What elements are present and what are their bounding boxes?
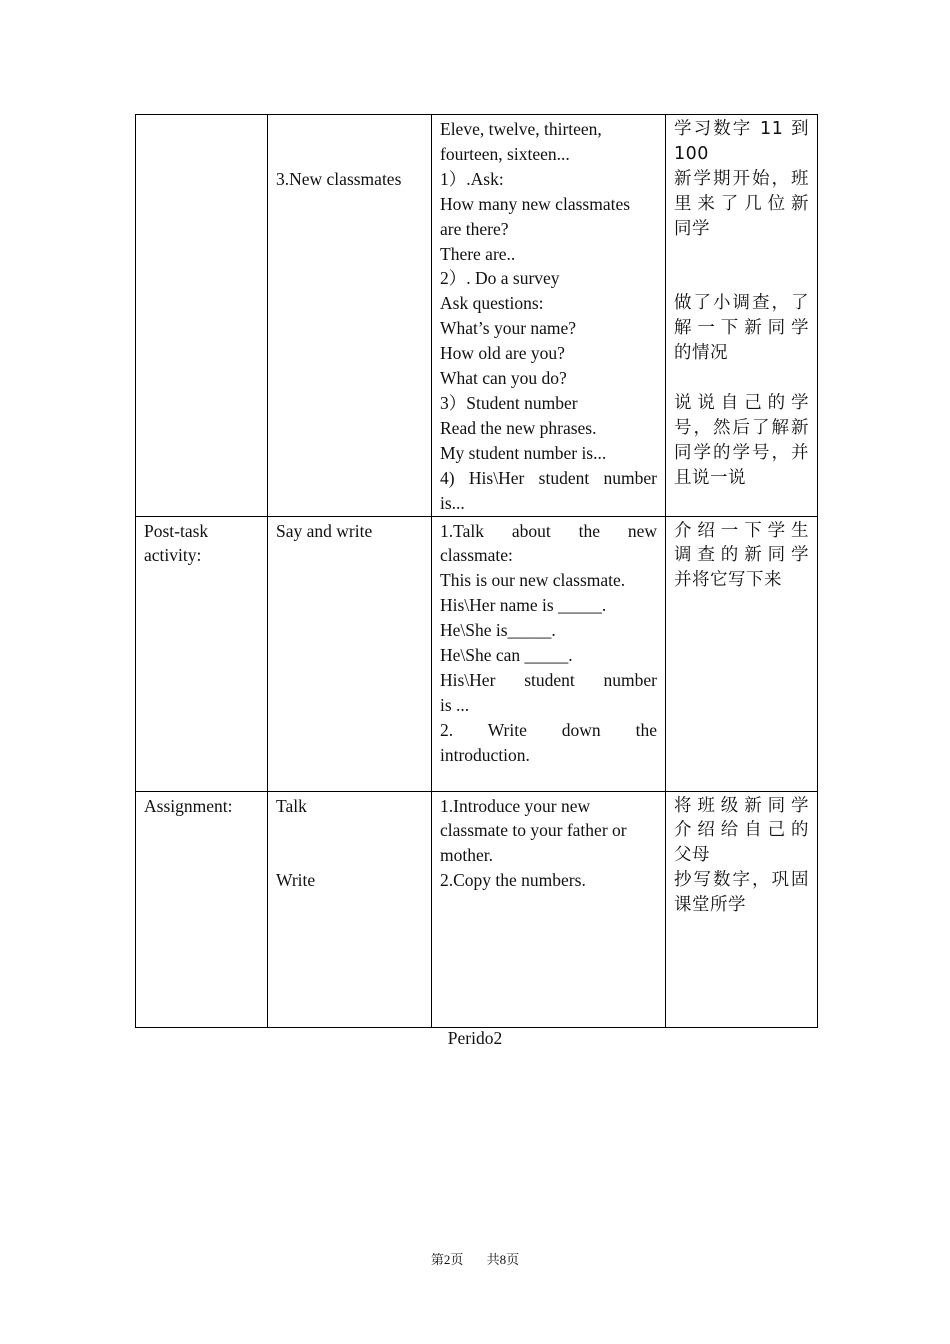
content-text: 3.New classmates [276,168,402,189]
content-cell [268,115,432,517]
stage-cell: Assignment: [136,791,268,1027]
page-number: 第2页 [430,1252,464,1267]
stage-cell [136,115,268,517]
table-row [136,115,818,517]
notes-cell: 介绍一下学生 调查的新同学 并将它写下来 [666,516,818,791]
page-total: 共8页 [486,1252,520,1267]
notes-cell: 将班级新同学 介绍给自己的 父母 抄写数字，巩固 课堂所学 [666,791,818,1027]
page-footer [0,1249,950,1268]
period-caption: Perido2 [447,1028,503,1048]
notes-cell: 学习数字 11 到 100 新学期开始，班 里来了几位新 同学 做了小调查，了 解一下新同学 的情况 说说自己的学 号，然后了解新 同学的学号，并 且说一说 [666,115,818,517]
activities-cell: 1.Talk about the new classmate: This is our new classmate. His\Her name is _____. He\She is_____. He\She can _____. His\Her student number is ... 2. Write down the introduction. [432,516,666,791]
content-cell: Talk Write [268,791,432,1027]
lesson-plan-table [135,114,818,1028]
content-cell: Say and write [268,516,432,791]
table-row [136,791,818,1027]
activities-cell: Eleve, twelve, thirteen, fourteen, sixteen... 1）.Ask: How many new classmates are there? There are.. 2）. Do a survey Ask questions: What’s your name? How old are you? What can you do? 3）Student number Read the new phrases. My student number is... 4) His\Her student number is... [432,115,666,517]
stage-cell: Post-task activity: [136,516,268,791]
table-row [136,516,818,791]
activities-cell: 1.Introduce your new classmate to your father or mother. 2.Copy the numbers. [432,791,666,1027]
